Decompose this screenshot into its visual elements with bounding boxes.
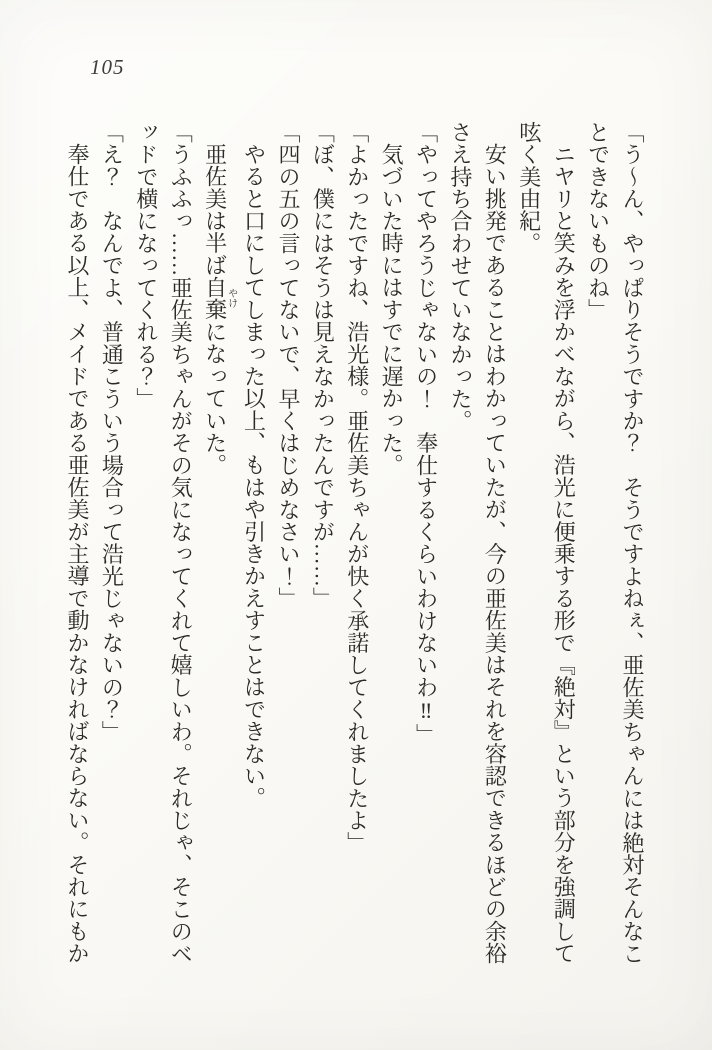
page-number: 105 [90, 55, 125, 79]
text-column: 「ぼ、僕にはそうは見えなかったんですが……」 [310, 121, 336, 610]
text-column: 亜佐美は半ば自棄やけになっていた。 [202, 143, 237, 477]
text-column: 「よかったですね、浩光様。亜佐美ちゃんが快く承諾してくれましたよ」 [344, 121, 370, 854]
text-column: 「う〜ん、やっぱりそうですか？ そうですよねぇ、亜佐美ちゃんには絶対そんなこ [620, 121, 645, 965]
text-column: ッドで横になってくれる？」 [133, 121, 159, 410]
text-column: 「四の五の言ってないで、早くはじめなさい！」 [275, 121, 301, 610]
text-column: さえ持ち合わせていなかった。 [447, 121, 473, 432]
text-column: ニヤリと笑みを浮かべながら、浩光に便乗する形で『絶対』という部分を強調して [551, 143, 577, 965]
text-column: 「やってやろうじゃないの！ 奉仕するくらいわけないわ‼」 [413, 121, 439, 746]
text-column: やると口にしてしまった以上、もはや引きかえすことはできない。 [241, 143, 267, 809]
text-column: 安い挑発であることはわかっていたが、今の亜佐美はそれを容認できるほどの余裕 [482, 143, 508, 965]
ruby-annotated-word: 自棄やけ [202, 276, 237, 321]
text-column: 「え？ なんでよ、普通こういう場合って浩光じゃないの？」 [99, 121, 125, 743]
text-column: 気づいた時にはすでに遅かった。 [379, 143, 405, 476]
text-block [60, 121, 649, 969]
text-column: 「うふふっ……亜佐美ちゃんがその気になってくれて嬉しいわ。それじゃ、そこのベ [168, 121, 194, 965]
text-column: とできないものね」 [585, 121, 611, 321]
text-column: 呟く美由紀。 [516, 121, 542, 255]
text-column: 奉仕である以上、メイドである亜佐美が主導で動かなければならない。それにもか [65, 143, 90, 965]
